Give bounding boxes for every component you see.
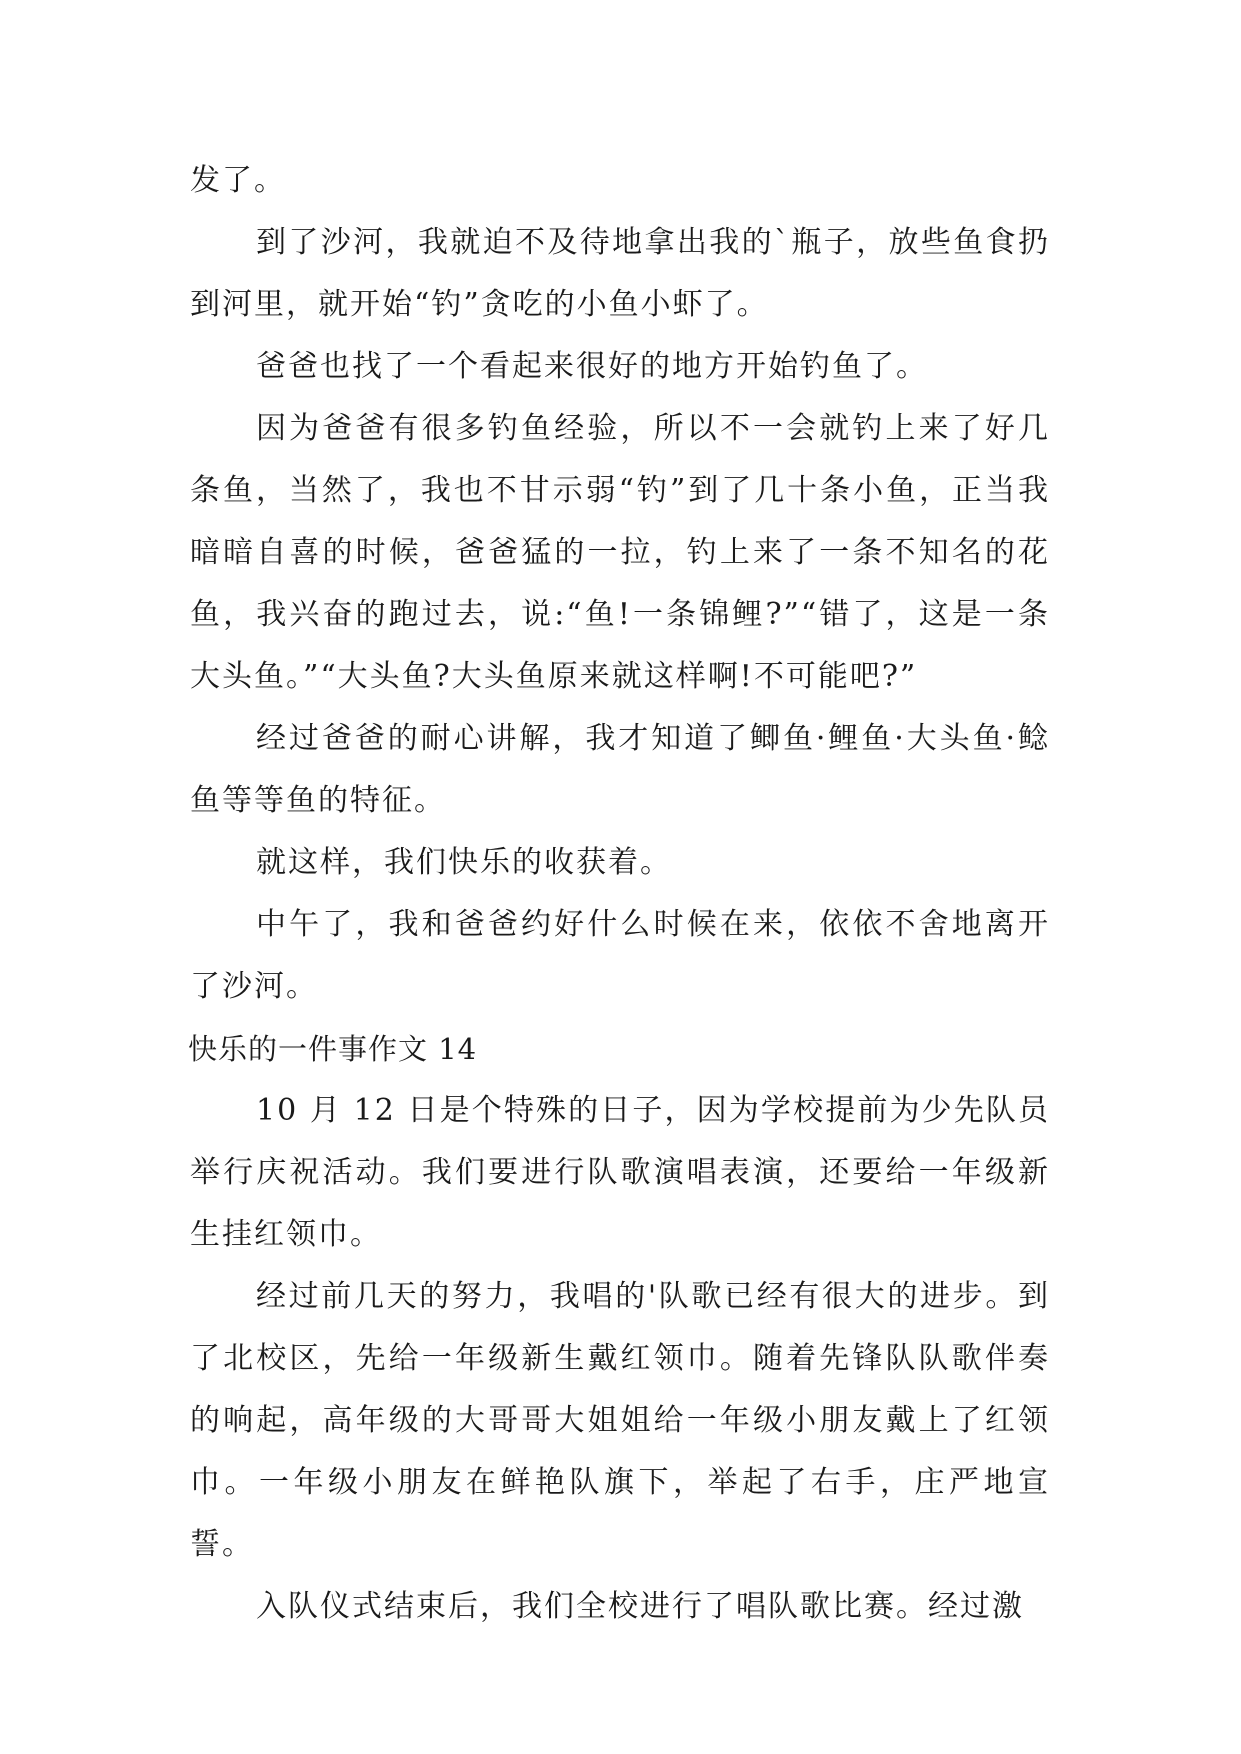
document-body bbox=[190, 150, 1050, 1638]
paragraph: 到了沙河，我就迫不及待地拿出我的`瓶子，放些鱼食扔到河里，就开始“钓”贪吃的小鱼小虾了。 bbox=[190, 225, 1050, 322]
paragraph: 就这样，我们快乐的收获着。 bbox=[256, 845, 672, 880]
paragraph: 爸爸也找了一个看起来很好的地方开始钓鱼了。 bbox=[256, 349, 928, 384]
paragraph: 因为爸爸有很多钓鱼经验，所以不一会就钓上来了好几条鱼，当然了，我也不甘示弱“钓”到了几十条小鱼，正当我暗暗自喜的时候，爸爸猛的一拉，钓上来了一条不知名的花鱼，我兴奋的跑过去，说:“鱼!一条锦鲤?”“错了，这是一条大头鱼。”“大头鱼?大头鱼原来就这样啊!不可能吧?” bbox=[190, 411, 1050, 694]
paragraph: 经过前几天的努力，我唱的'队歌已经有很大的进步。到了北校区，先给一年级新生戴红领巾。随着先锋队队歌伴奏的响起，高年级的大哥哥大姐姐给一年级小朋友戴上了红领巾。一年级小朋友在鲜艳队旗下，举起了右手，庄严地宣誓。 bbox=[190, 1279, 1050, 1562]
paragraph: 经过爸爸的耐心讲解，我才知道了鲫鱼·鲤鱼·大头鱼·鲶鱼等等鱼的特征。 bbox=[190, 721, 1050, 818]
paragraph: 入队仪式结束后，我们全校进行了唱队歌比赛。经过激 bbox=[256, 1589, 1024, 1624]
section-heading: 快乐的一件事作文 14 bbox=[188, 1032, 478, 1066]
paragraph-continuation: 发了。 bbox=[190, 163, 286, 198]
paragraph: 中午了，我和爸爸约好什么时候在来，依依不舍地离开了沙河。 bbox=[190, 907, 1050, 1004]
paragraph: 10 月 12 日是个特殊的日子，因为学校提前为少先队员举行庆祝活动。我们要进行队歌演唱表演，还要给一年级新生挂红领巾。 bbox=[190, 1093, 1050, 1252]
